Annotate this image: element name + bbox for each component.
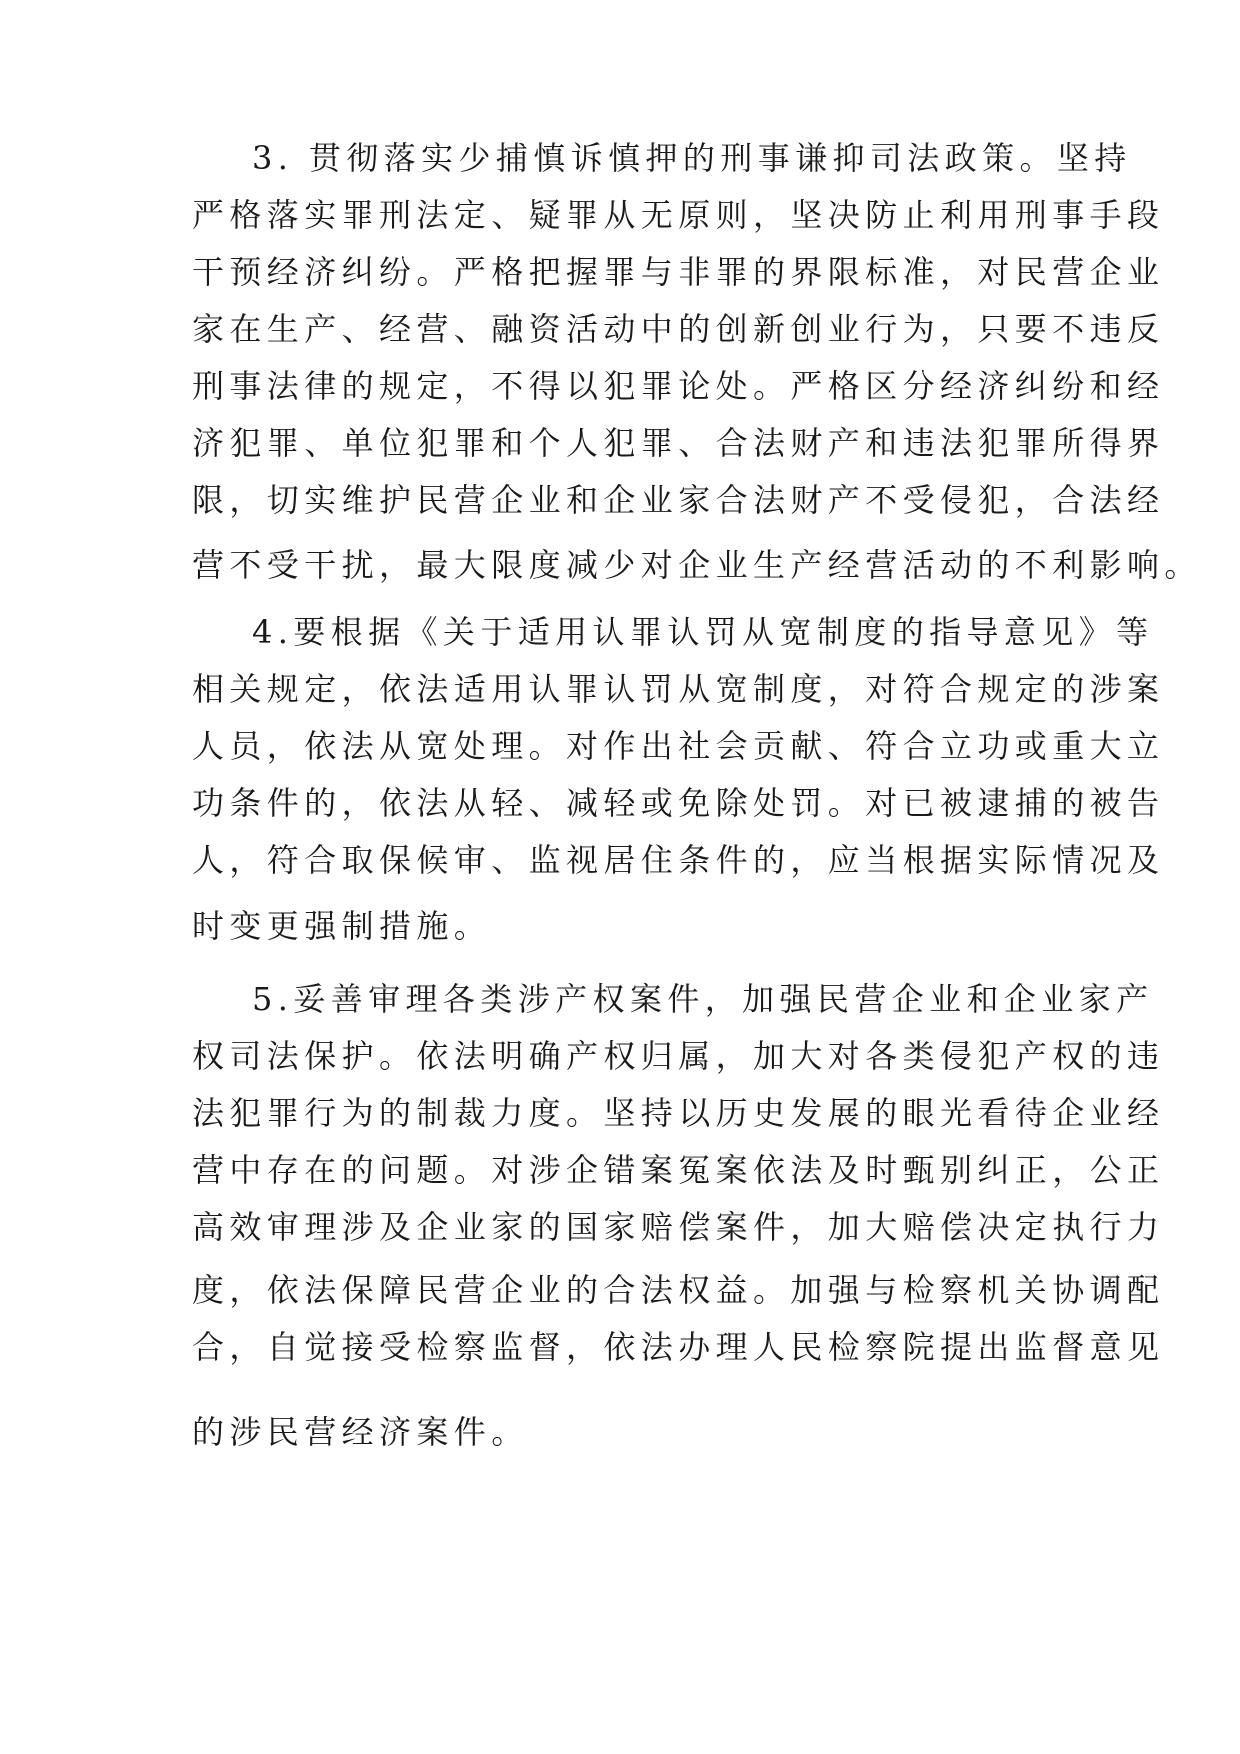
paragraph-line: 家在生产、经营、融资活动中的创新创业行为，只要不违反 (192, 310, 1165, 348)
paragraph-line: 5.妥善审理各类涉产权案件，加强民营企业和企业家产 (252, 980, 1154, 1018)
paragraph-line: 法犯罪行为的制裁力度。坚持以历史发展的眼光看待企业经 (192, 1094, 1165, 1132)
paragraph-line: 限，切实维护民营企业和企业家合法财产不受侵犯，合法经 (192, 481, 1165, 519)
paragraph-line: 相关规定，依法适用认罪认罚从宽制度，对符合规定的涉案 (192, 670, 1165, 708)
paragraph-line: 严格落实罪刑法定、疑罪从无原则，坚决防止利用刑事手段 (192, 196, 1165, 234)
paragraph-line: 高效审理涉及企业家的国家赔偿案件，加大赔偿决定执行力 (192, 1208, 1165, 1246)
paragraph-line: 3. 贯彻落实少捕慎诉慎押的刑事谦抑司法政策。坚持 (252, 139, 1132, 177)
paragraph-line: 营中存在的问题。对涉企错案冤案依法及时甄别纠正，公正 (192, 1151, 1165, 1189)
paragraph-line: 合，自觉接受检察监督，依法办理人民检察院提出监督意见 (192, 1328, 1165, 1366)
paragraph-line: 权司法保护。依法明确产权归属，加大对各类侵犯产权的违 (192, 1037, 1165, 1075)
paragraph-line: 刑事法律的规定，不得以犯罪论处。严格区分经济纠纷和经 (192, 367, 1165, 405)
paragraph-line: 功条件的，依法从轻、减轻或免除处罚。对已被逮捕的被告 (192, 784, 1165, 822)
paragraph-line: 济犯罪、单位犯罪和个人犯罪、合法财产和违法犯罪所得界 (192, 424, 1165, 462)
paragraph-line: 干预经济纠纷。严格把握罪与非罪的界限标准，对民营企业 (192, 253, 1165, 291)
paragraph-line: 4.要根据《关于适用认罪认罚从宽制度的指导意见》等 (252, 613, 1154, 651)
paragraph-line: 营不受干扰，最大限度减少对企业生产经营活动的不利影响。 (192, 546, 1202, 584)
paragraph-line: 的涉民营经济案件。 (192, 1413, 529, 1451)
paragraph-line: 度，依法保障民营企业的合法权益。加强与检察机关协调配 (192, 1271, 1165, 1309)
paragraph-line: 人员，依法从宽处理。对作出社会贡献、符合立功或重大立 (192, 727, 1165, 765)
paragraph-line: 人，符合取保候审、监视居住条件的，应当根据实际情况及 (192, 841, 1165, 879)
paragraph-line: 时变更强制措施。 (192, 907, 492, 945)
